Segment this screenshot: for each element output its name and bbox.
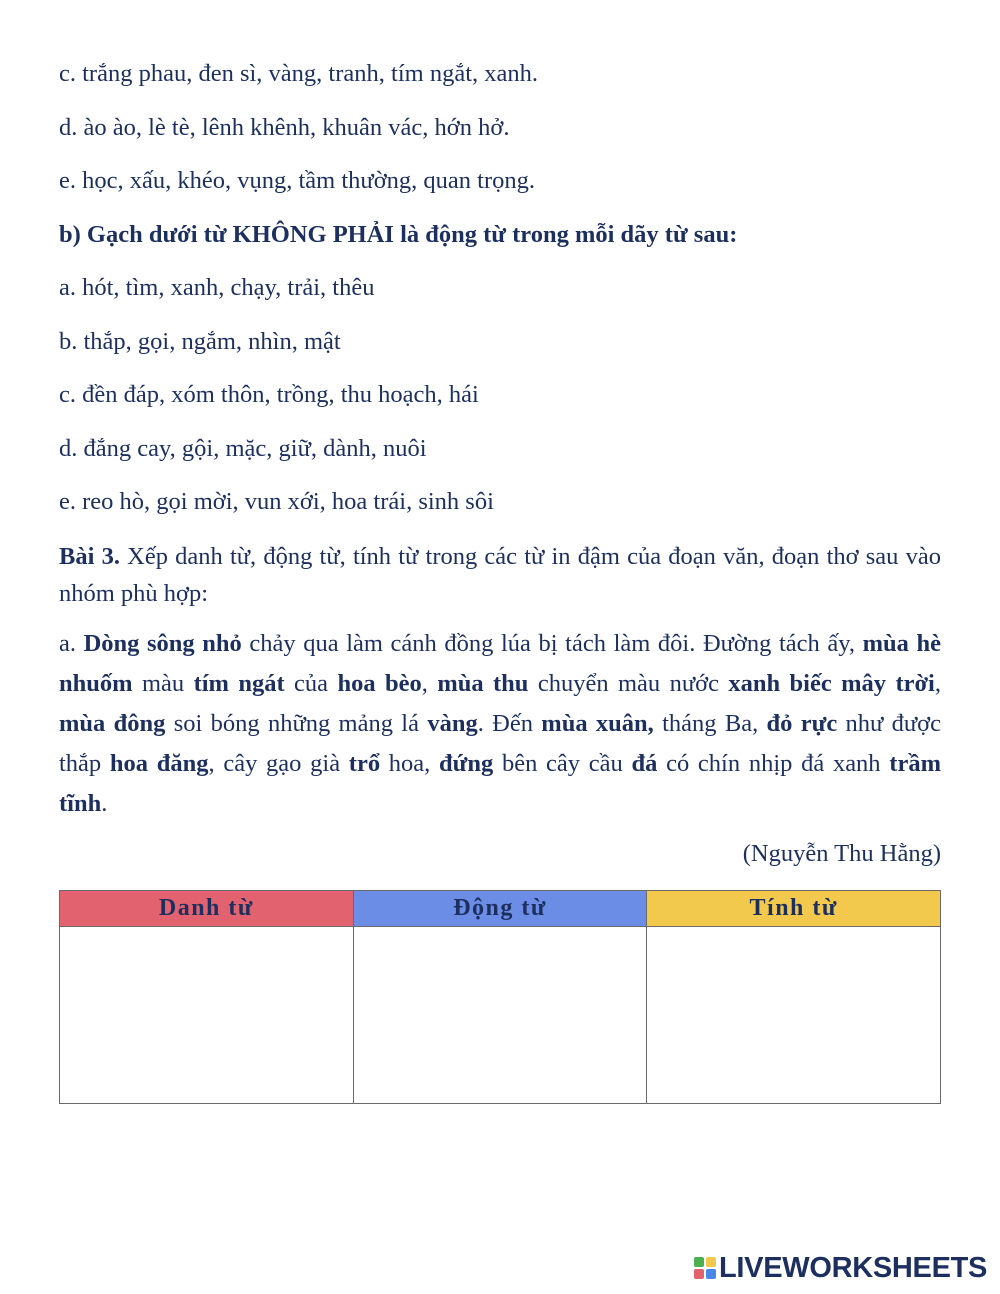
- passage-text: có chín nhịp đá xanh: [657, 750, 890, 777]
- answer-cell-tinh-tu[interactable]: [647, 927, 941, 1104]
- bold-term[interactable]: tím ngát: [193, 670, 285, 697]
- bold-term[interactable]: xanh biếc mây trời: [728, 670, 935, 697]
- bold-term[interactable]: mùa xuân,: [541, 710, 654, 737]
- passage-text: của: [284, 670, 338, 697]
- classification-table: [59, 890, 941, 1104]
- passage-text: ,: [934, 670, 941, 697]
- option-line-c: c. trắng phau, đen sì, vàng, tranh, tím ngắt, xanh.: [59, 60, 538, 87]
- answer-cell-danh-tu[interactable]: [60, 927, 354, 1104]
- header-tinh-tu: Tính từ: [647, 891, 941, 927]
- passage-text: . Đến: [477, 710, 542, 737]
- passage-text: chảy qua làm cánh đồng lúa bị tách làm đôi. Đường tách ấy,: [241, 630, 863, 657]
- passage-text: hoa,: [380, 750, 440, 777]
- header-dong-tu: Động từ: [353, 891, 647, 927]
- bai3-passage: [59, 624, 941, 824]
- passage-text: , cây gạo già: [208, 750, 349, 777]
- bold-term[interactable]: mùa thu: [437, 670, 529, 697]
- section-b-item-b[interactable]: b. thắp, gọi, ngắm, nhìn, mật: [59, 327, 341, 355]
- logo-square: [706, 1257, 716, 1267]
- section-b-item-c[interactable]: c. đền đáp, xóm thôn, trồng, thu hoạch, hái: [59, 381, 479, 408]
- passage-text: .: [101, 790, 108, 817]
- bold-term[interactable]: trổ: [348, 750, 381, 777]
- passage-text: a.: [59, 630, 84, 657]
- passage-text: chuyển màu nước: [528, 670, 729, 697]
- logo-square: [694, 1269, 704, 1279]
- worksheet-content: [59, 58, 941, 870]
- bold-term[interactable]: hoa bèo: [337, 670, 422, 697]
- passage-text: soi bóng những mảng lá: [165, 710, 428, 737]
- option-line-e: e. học, xấu, khéo, vụng, tầm thường, quan trọng.: [59, 167, 535, 194]
- passage-text: màu: [132, 670, 194, 697]
- passage-text: tháng Ba,: [653, 710, 767, 737]
- section-b-item-e[interactable]: e. reo hò, gọi mời, vun xới, hoa trái, sinh sôi: [59, 488, 494, 515]
- section-b-item-d[interactable]: d. đắng cay, gội, mặc, giữ, dành, nuôi: [59, 434, 427, 462]
- passage-text: như được thắp: [59, 710, 941, 777]
- bai3-label: Bài 3.: [59, 543, 120, 570]
- bold-term[interactable]: đứng: [439, 750, 494, 777]
- bai3-instruction-text: Xếp danh từ, động từ, tính từ trong các từ in đậm của đoạn văn, đoạn thơ sau vào nhóm phù hợp:: [59, 543, 941, 607]
- section-b-item-a[interactable]: a. hót, tìm, xanh, chạy, trải, thêu: [59, 274, 375, 301]
- bold-term[interactable]: đỏ rực: [766, 710, 838, 737]
- logo-square: [706, 1269, 716, 1279]
- section-b-heading: b) Gạch dưới từ KHÔNG PHẢI là động từ trong mỗi dãy từ sau:: [59, 220, 738, 248]
- bold-term[interactable]: hoa đăng: [109, 750, 209, 777]
- logo-square: [694, 1257, 704, 1267]
- bold-term[interactable]: đá: [631, 750, 658, 777]
- liveworksheets-logo[interactable]: [694, 1250, 987, 1286]
- bai3-instruction: [59, 538, 941, 612]
- bold-term[interactable]: vàng: [427, 710, 478, 737]
- passage-text: ,: [421, 670, 438, 697]
- logo-text: LIVEWORKSHEETS: [719, 1251, 988, 1284]
- bold-term[interactable]: mùa đông: [59, 710, 166, 737]
- passage-source: (Nguyễn Thu Hằng): [742, 840, 941, 867]
- liveworksheets-logo-icon: [694, 1257, 716, 1279]
- passage-text: bên cây cầu: [493, 750, 632, 777]
- option-line-d: d. ào ào, lè tè, lênh khênh, khuân vác, hớn hở.: [59, 113, 510, 141]
- header-danh-tu: Danh từ: [60, 891, 354, 927]
- bold-term[interactable]: Dòng sông nhỏ: [83, 630, 242, 657]
- answer-cell-dong-tu[interactable]: [353, 927, 647, 1104]
- bold-term[interactable]: mùa hè nhuốm: [59, 630, 942, 697]
- bold-term[interactable]: trầm tĩnh: [59, 750, 941, 817]
